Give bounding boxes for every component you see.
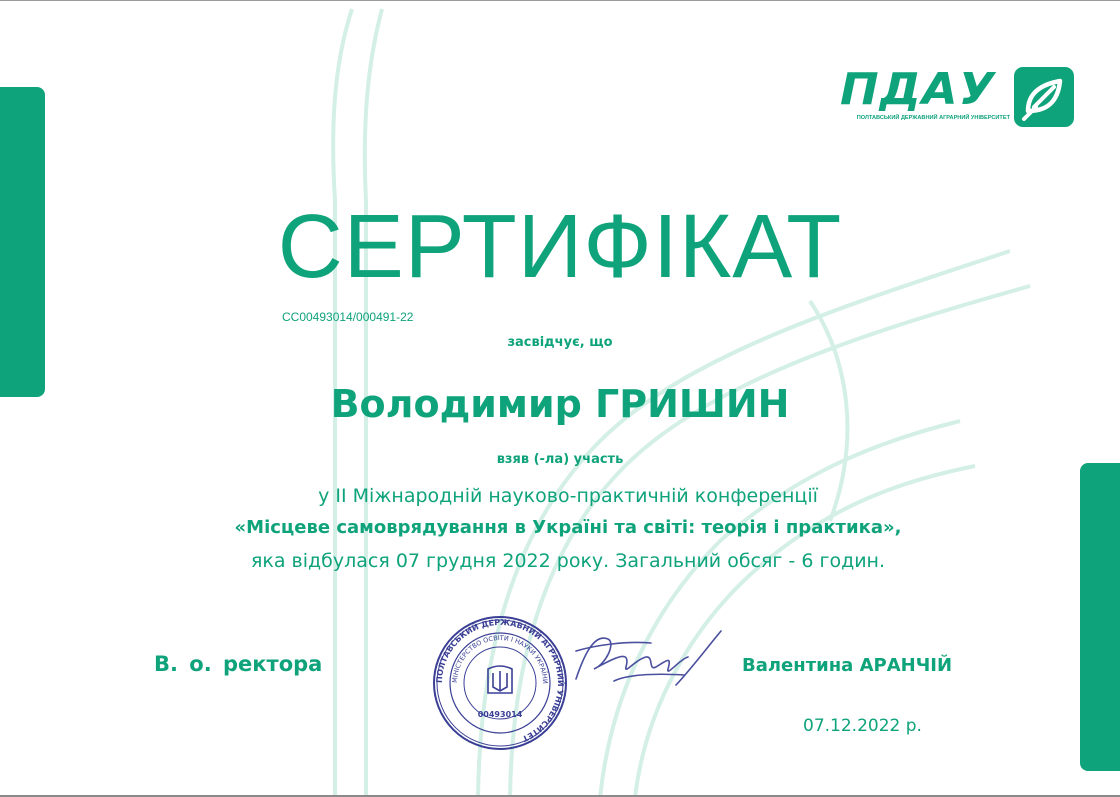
certificate-number: CC00493014/000491-22 (282, 310, 414, 324)
seal-inner-text: МІНІСТЕРСТВО ОСВІТИ І НАУКИ УКРАЇНИ (450, 633, 550, 684)
university-logo (836, 65, 1076, 129)
university-seal (430, 613, 570, 753)
conference-title: «Місцеве самоврядування в Україні та світі: теорія і практика», (234, 517, 902, 538)
decorative-bar-right (1080, 463, 1120, 771)
conference-date-line: яка відбулася 07 грудня 2022 року. Загальний обсяг - 6 годин. (250, 550, 886, 572)
handwritten-signature (556, 609, 726, 709)
recipient-name: Володимир ГРИШИН (330, 382, 790, 426)
conference-line: у ІІ Міжнародній науково-практичній конференції (318, 485, 818, 507)
seal-code: 00493014 (477, 710, 523, 719)
signer-name: Валентина АРАНЧІЙ (742, 655, 953, 676)
signer-position: В. о. ректора (154, 652, 323, 676)
logo-wordmark: ПДАУ (840, 64, 996, 115)
seal-ring-text: ПОЛТАВСЬКИЙ ДЕРЖАВНИЙ АГРАРНИЙ УНІВЕРСИТЕТ (434, 617, 566, 744)
issue-date: 07.12.2022 р. (803, 716, 922, 736)
certificate-title: СЕРТИФІКАТ (277, 197, 843, 297)
certifies-text: засвідчує, що (507, 335, 613, 350)
logo-subtitle: ПОЛТАВСЬКИЙ ДЕРЖАВНИЙ АГРАРНИЙ УНІВЕРСИТЕТ (856, 115, 1010, 121)
trident-icon (488, 666, 512, 693)
leaf-logo-icon (1014, 67, 1074, 127)
participated-text: взяв (-ла) участь (496, 452, 624, 467)
